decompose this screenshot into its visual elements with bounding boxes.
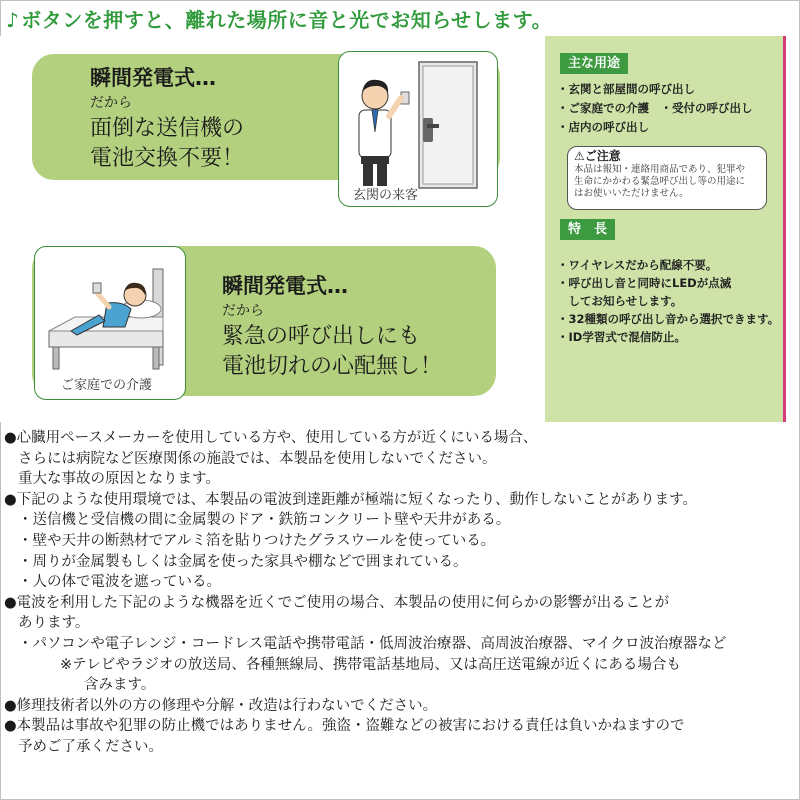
card-entrance-text <box>90 64 244 174</box>
note-line: あります。 <box>18 615 90 632</box>
info-panel <box>545 36 783 422</box>
features-title: 特 長 <box>560 219 615 240</box>
card-entrance-line2: 電池交換不要！ <box>90 146 245 171</box>
note-line: ・周りが金属製もしくは金属を使った家具や棚などで囲まれている。 <box>18 553 468 570</box>
note-line: ・送信機と受信機の間に金属製のドア・鉄筋コンクリート壁や天井がある。 <box>18 512 511 529</box>
headline-text: ボタンを押すと、離れた場所に音と光でお知らせします。 <box>21 8 553 32</box>
note-line: 含みます。 <box>84 677 156 694</box>
caution-line: はお使いいただけません。 <box>574 188 689 199</box>
use-item: ・玄関と部屋間の呼び出し <box>557 82 695 96</box>
feature-illustrations <box>0 36 545 422</box>
note-line: ※テレビやラジオの放送局、各種無線局、携帯電話基地局、又は高圧送電線が近くにある場合も <box>60 656 681 673</box>
card-care-type: 瞬間発電式… <box>222 274 348 298</box>
visitor-illustration <box>338 51 498 207</box>
home-care-caption: ご家庭での介護 <box>61 378 153 393</box>
visitor-at-door-icon <box>339 52 497 206</box>
card-care-line1: 緊急の呼び出しにも <box>222 324 421 349</box>
feature-item: ・呼び出し音と同時にLEDが点滅 <box>557 276 732 290</box>
note-line: ●修理技術者以外の方の修理や分解・改造は行わないでください。 <box>4 697 438 714</box>
note-line: 重大な事故の原因となります。 <box>18 471 220 488</box>
card-care-dakara: だから <box>222 303 264 319</box>
card-entrance-dakara: だから <box>90 95 132 111</box>
card-care-line2: 電池切れの心配無し！ <box>222 354 443 379</box>
note-line: ●電波を利用した下記のような機器を近くでご使用の場合、本製品の使用に何らかの影響が出ることが <box>4 594 670 611</box>
use-item: ・店内の呼び出し <box>557 120 649 134</box>
music-note-icon: ♪ <box>6 8 20 32</box>
accent-stripe <box>783 36 786 422</box>
card-care-text <box>222 272 442 382</box>
caution-line: 生命にかかわる緊急呼び出し等の用途に <box>574 176 746 187</box>
note-line: ●下記のような使用環境では、本製品の電波到達距離が極端に短くなったり、動作しないことがあります。 <box>4 491 697 508</box>
card-entrance-type: 瞬間発電式… <box>90 66 216 90</box>
features-list <box>557 256 779 346</box>
home-care-illustration <box>34 246 186 400</box>
caution-title <box>574 149 760 164</box>
caution-title-text: ご注意 <box>584 149 621 163</box>
headline <box>6 4 552 34</box>
warning-triangle-icon: ⚠ <box>574 149 585 163</box>
caution-line: 本品は報知・連絡用商品であり、犯罪や <box>574 164 746 175</box>
card-entrance-line1: 面倒な送信機の <box>90 116 245 141</box>
note-line: ●心臓用ペースメーカーを使用している方や、使用している方が近くにいる場合、 <box>4 430 538 446</box>
note-line: ・壁や天井の断熱材でアルミ箔を貼りつけたグラスウールを使っている。 <box>18 532 496 549</box>
note-line: ・人の体で電波を遮っている。 <box>18 574 221 591</box>
uses-title: 主な用途 <box>560 53 628 74</box>
feature-item: ・32種類の呼び出し音から選択できます。 <box>557 312 780 326</box>
caution-box <box>567 146 767 210</box>
note-line: さらには病院など医療関係の施設では、本製品を使用しないでください。 <box>18 450 497 467</box>
note-line: ・パソコンや電子レンジ・コードレス電話や携帯電話・低周波治療器、高周波治療器、マイクロ波治療器など <box>18 635 727 652</box>
visitor-caption: 玄関の来客 <box>353 188 419 203</box>
use-item: ・ご家庭での介護 ・受付の呼び出し <box>557 101 753 115</box>
feature-item: してお知らせします。 <box>557 294 683 308</box>
note-line: 予めご了承ください。 <box>18 738 163 755</box>
uses-list <box>557 80 753 137</box>
feature-item: ・ID学習式で混信防止。 <box>557 330 686 344</box>
note-line: ●本製品は事故や犯罪の防止機ではありません。強盗・盗難などの被害における責任は負いかねますので <box>4 718 685 735</box>
safety-notes <box>4 428 796 758</box>
feature-item: ・ワイヤレスだから配線不要。 <box>557 258 718 272</box>
